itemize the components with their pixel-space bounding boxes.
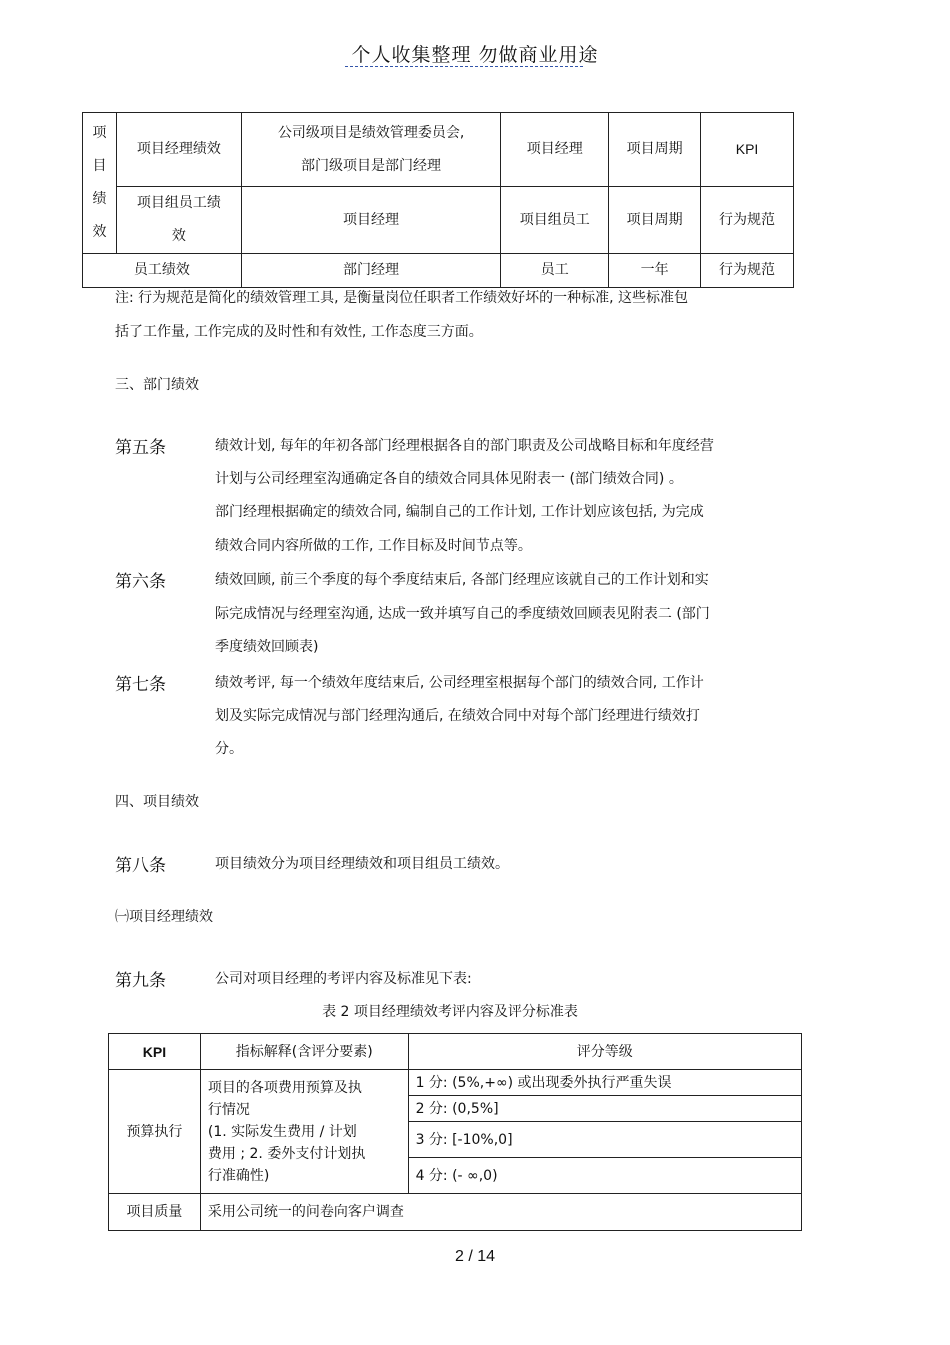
performance-type-table xyxy=(82,112,794,288)
header-kpi: KPI xyxy=(109,1034,201,1070)
row-name-employee: 员工绩效 xyxy=(83,254,242,288)
article-6-line-3: 季度绩效回顾表) xyxy=(215,639,319,655)
header-grade: 评分等级 xyxy=(408,1034,801,1070)
article-7-line-1: 绩效考评, 每一个绩效年度结束后, 公司经理室根据每个部门的绩效合同, 工作计 xyxy=(215,675,704,691)
article-6-label: 第六条 xyxy=(115,572,166,592)
row-evaluator-employee: 部门经理 xyxy=(241,254,501,288)
article-7-label: 第七条 xyxy=(115,675,166,695)
grade-2: 2 分: (0,5%] xyxy=(408,1096,801,1122)
section-3-title: 三、部门绩效 xyxy=(115,377,199,393)
row-method-employee: 行为规范 xyxy=(701,254,794,288)
row-method-pm: KPI xyxy=(701,113,794,187)
article-6-line-1: 绩效回顾, 前三个季度的每个季度结束后, 各部门经理应该就自己的工作计划和实 xyxy=(215,572,709,588)
row-evaluator-member: 项目经理 xyxy=(241,187,501,254)
row-cycle-pm: 项目周期 xyxy=(609,113,701,187)
article-5-line-1: 绩效计划, 每年的年初各部门经理根据各自的部门职责及公司战略目标和年度经营 xyxy=(215,438,714,454)
row-cycle-member: 项目周期 xyxy=(609,187,701,254)
section-4-title: 四、项目绩效 xyxy=(115,794,199,810)
article-5-line-4: 绩效合同内容所做的工作, 工作目标及时间节点等。 xyxy=(215,538,532,554)
table-2-caption: 表 2 项目经理绩效考评内容及评分标准表 xyxy=(322,1004,578,1020)
row-target-pm: 项目经理 xyxy=(501,113,609,187)
note-line-2: 括了工作量, 工作完成的及时性和有效性, 工作态度三方面。 xyxy=(115,324,483,340)
row-evaluator-pm: 公司级项目是绩效管理委员会, 部门级项目是部门经理 xyxy=(241,113,501,187)
row-cycle-employee: 一年 xyxy=(609,254,701,288)
row-target-employee: 员工 xyxy=(501,254,609,288)
budget-explain: 项目的各项费用预算及执 行情况 (1. 实际发生费用 / 计划 费用 ; 2. 委外支付计划执 行准确性) xyxy=(200,1070,408,1194)
article-9-label: 第九条 xyxy=(115,971,166,991)
article-7-line-3: 分。 xyxy=(215,741,243,757)
article-8-label: 第八条 xyxy=(115,856,166,876)
note-line-1: 注: 行为规范是简化的绩效管理工具, 是衡量岗位任职者工作绩效好坏的一种标准, 这些标准包 xyxy=(115,290,688,306)
article-8-text: 项目绩效分为项目经理绩效和项目组员工绩效。 xyxy=(215,856,509,872)
grade-4: 4 分: (- ∞,0) xyxy=(408,1158,801,1194)
article-5-label: 第五条 xyxy=(115,438,166,458)
row-name-pm: 项目经理绩效 xyxy=(116,113,241,187)
row-name-member: 项目组员工绩 效 xyxy=(116,187,241,254)
budget-kpi: 预算执行 xyxy=(109,1070,201,1194)
article-7-line-2: 划及实际完成情况与部门经理沟通后, 在绩效合同中对每个部门经理进行绩效打 xyxy=(215,708,700,724)
grade-3: 3 分: [-10%,0] xyxy=(408,1122,801,1158)
group-label-project: 项 目 绩 效 xyxy=(83,113,117,254)
page-number: 2 / 14 xyxy=(454,1248,496,1265)
page-header-title: 个人收集整理 勿做商业用途 xyxy=(351,44,599,66)
pm-kpi-table xyxy=(108,1033,802,1231)
header-underline xyxy=(345,66,583,67)
row-method-member: 行为规范 xyxy=(701,187,794,254)
article-5-line-2: 计划与公司经理室沟通确定各自的绩效合同具体见附表一 (部门绩效合同) 。 xyxy=(215,471,683,487)
subsection-1-title: ㈠项目经理绩效 xyxy=(115,909,213,925)
article-6-line-2: 际完成情况与经理室沟通, 达成一致并填写自己的季度绩效回顾表见附表二 (部门 xyxy=(215,606,710,622)
grade-1: 1 分: (5%,+∞) 或出现委外执行严重失误 xyxy=(408,1070,801,1096)
quality-kpi: 项目质量 xyxy=(109,1194,201,1231)
quality-explain: 采用公司统一的问卷向客户调查 xyxy=(200,1194,801,1231)
article-9-text: 公司对项目经理的考评内容及标准见下表: xyxy=(215,971,472,987)
row-target-member: 项目组员工 xyxy=(501,187,609,254)
article-5-line-3: 部门经理根据确定的绩效合同, 编制自己的工作计划, 工作计划应该包括, 为完成 xyxy=(215,504,704,520)
header-explain: 指标解释(含评分要素) xyxy=(200,1034,408,1070)
